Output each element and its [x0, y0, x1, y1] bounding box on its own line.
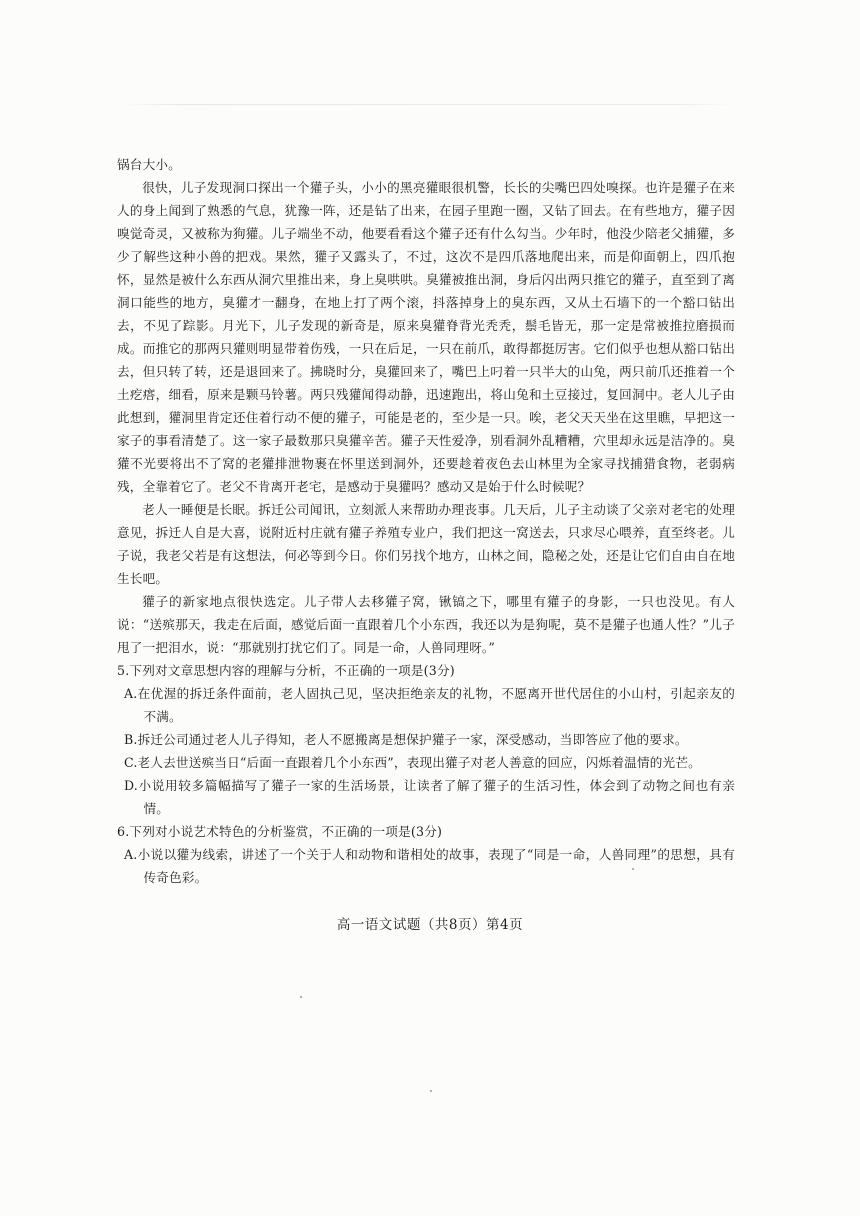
passage-paragraph-4: 獾子的新家地点很快选定。儿子带人去移獾子窝，锹镐之下，哪里有獾子的身影，一只也没见。有人说：“送殡那天，我走在后面，感觉后面一直跟着几个小东西，我还以为是狗呢，莫不是獾子也通人性？”儿子甩了一把泪水，说：“那就别打扰它们了。同是一命，人兽同理呀。” [117, 594, 735, 655]
scan-speck [300, 996, 302, 998]
question-5-option-d: D.小说用较多篇幅描写了獾子一家的生活场景，让读者了解了獾子的生活习性，体会到了动物之间也有亲情。 [123, 778, 735, 816]
exam-content [117, 153, 735, 889]
question-5-option-a: A.在优渥的拆迁条件面前，老人固执己见，坚决拒绝亲友的礼物，不愿离开世代居住的小山村，引起亲友的不满。 [123, 686, 735, 724]
scan-edge-line [120, 104, 740, 105]
passage-paragraph-1: 锅台大小。 [117, 157, 181, 172]
page-footer: 高一语文试题（共8页）第4页 [336, 917, 524, 933]
question-6-stem: 6.下列对小说艺术特色的分析鉴赏，不正确的一项是(3分) [117, 824, 443, 839]
question-5-stem: 5.下列对文章思想内容的理解与分析，不正确的一项是(3分) [117, 663, 455, 678]
question-5-option-c: C.老人去世送殡当日“后面一直跟着几个小东西”，表现出獾子对老人善意的回应，闪烁着温情的光芒。 [123, 755, 701, 770]
passage-paragraph-3: 老人一睡便是长眠。拆迁公司闻讯，立刻派人来帮助办理丧事。几天后，儿子主动谈了父亲对老宅的处理意见，拆迁人自是大喜，说附近村庄就有獾子养殖专业户，我们把这一窝送去，只求尽心喂养，直至终老。儿子说，我老父若是有这想法，何必等到今日。你们另找个地方，山林之间，隐秘之处，还是让它们自由自在地生长吧。 [117, 502, 735, 586]
question-5-option-b: B.拆迁公司通过老人儿子得知，老人不愿搬离是想保护獾子一家，深受感动，当即答应了他的要求。 [123, 732, 688, 747]
passage-paragraph-2: 很快，儿子发现洞口探出一个獾子头，小小的黑亮獾眼很机警，长长的尖嘴巴四处嗅探。也许是獾子在来人的身上闻到了熟悉的气息，犹豫一阵，还是钻了出来，在园子里跑一圈，又钻了回去。在有些地方，獾子因嗅觉奇灵，又被称为狗獾。儿子端坐不动，他要看看这个獾子还有什么勾当。少年时，他没少陪老父捕獾，多少了解些这种小兽的把戏。果然，獾子又露头了，不过，这次不是四爪落地爬出来，而是仰面朝上，四爪抱怀，显然是被什么东西从洞穴里推出来，身上臭哄哄。臭獾被推出洞，身后闪出两只推它的獾子，直至到了离洞口能些的地方，臭獾才一翻身，在地上打了两个滚，抖落掉身上的臭东西，又从土石墙下的一个豁口钻出去，不见了踪影。月光下，儿子发现的新奇是，原来臭獾脊背光秃秃，鬃毛皆无，那一定是常被推拉磨损而成。而推它的那两只獾则明显带着伤残，一只在后足，一只在前爪，敢得都挺厉害。它们似乎也想从豁口钻出去，但只转了转，还是退回来了。拂晓时分，臭獾回来了，嘴巴上叼着一只半大的山兔，两只前爪还推着一个土疙瘩，细看，原来是颗马铃薯。两只残獾闻得动静，迅速跑出，将山兔和土豆接过，复回洞中。老人儿子由此想到，獾洞里肯定还住着行动不便的獾子，可能是老的，至少是一只。唉，老父天天坐在这里瞧，早把这一家子的事看清楚了。这一家子最数那只臭獾辛苦。獾子天性爱净，别看洞外乱糟糟，穴里却永远是洁净的。臭獾不光要将出不了窝的老獾排泄物裹在怀里送到洞外，还要趁着夜色去山林里为全家寻找捕猎食物，老弱病残，全靠着它了。老父不肯离开老宅，是感动于臭獾吗？感动又是始于什么时候呢？ [117, 180, 735, 494]
question-6-option-a: A.小说以獾为线索，讲述了一个关于人和动物和谐相处的故事，表现了“同是一命，人兽同理”的思想，具有传奇色彩。 [123, 847, 735, 885]
scan-speck [430, 1090, 432, 1092]
